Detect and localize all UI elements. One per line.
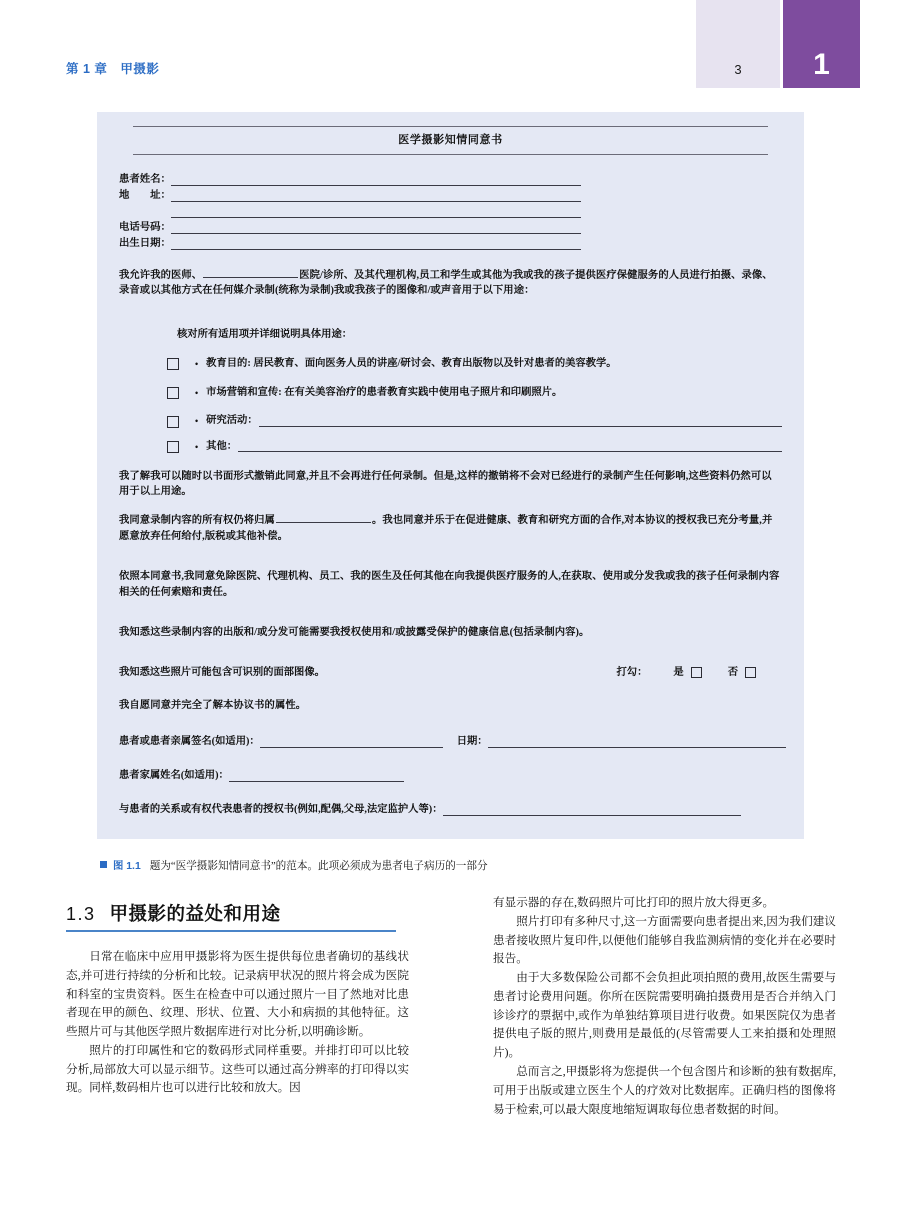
field-address-line2 [119, 203, 782, 218]
date-blank-line[interactable] [488, 736, 786, 748]
checklist-item-label: 其他： [206, 440, 238, 452]
paragraph-ownership-part2: 。我也同意并乐于在促进健康、教育和研究方面的合作,对本协议的授权我已充分考量,并愿意放弃任何给付,版税或其他补偿。 [119, 515, 773, 542]
paragraph: 日常在临床中应用甲摄影将为医生提供每位患者确切的基线状态,并可进行持续的分析和比较。记录病甲状况的照片将会成为医院和科室的宝贵资料。医生在检查中可以通过照片一目了然地对比患者现在甲的颜色、纹理、形状、位置、大小和病损的其他特征。这些照片可与其他医学照片数据库进行对比分析,以明确诊断。 [66, 950, 409, 1039]
figure-caption-text: 题为“医学摄影知情同意书”的范本。此项必须成为患者电子病历的一部分 [149, 861, 488, 872]
institution-blank[interactable] [203, 268, 298, 278]
paragraph: 由于大多数保险公司都不会负担此项拍照的费用,故医生需要与患者讨论费用问题。你所在医院需要明确拍摄费用是否合并纳入门诊诊疗的票据中,或作为单独结算项目进行收费。如果医院仅为患者提供电子版的照片,则费用是最低的(尽管需要人工来拍摄和处理照片)。 [493, 971, 836, 1060]
paragraph: 有显示器的存在,数码照片可比打印的照片放大得更多。 [493, 896, 775, 909]
checklist-item-label: 教育目的: 居民教育、面向医务人员的讲座/研讨会、教育出版物以及针对患者的美容教学。 [206, 358, 617, 370]
signature-row-relationship [119, 804, 782, 816]
signature-label: 患者或患者亲属签名(如适用)： [119, 736, 260, 748]
tick-option-no[interactable] [728, 666, 756, 681]
chapter-number: 1 [813, 48, 830, 81]
paragraph-withdraw: 我了解我可以随时以书面形式撤销此同意,并且不会再进行任何录制。但是,这样的撤销将不会对已经进行的录制产生任何影响,这些资料仍然可以用于以上用途。 [119, 470, 772, 497]
signature-blank-line[interactable] [260, 736, 443, 748]
bullet-icon: • [195, 416, 199, 427]
section-number: 1.3 [66, 904, 96, 924]
paragraph-release: 依照本同意书,我同意免除医院、代理机构、员工、我的医生及任何其他在向我提供医疗服务的人,在获取、使用或分发我或我的孩子任何录制内容相关的任何索赔和责任。 [119, 571, 780, 598]
signature-label: 患者家属姓名(如适用)： [119, 770, 229, 782]
signature-row-patient [119, 736, 782, 748]
checklist-item-research[interactable] [119, 414, 782, 429]
bullet-icon: • [195, 441, 199, 452]
paragraph: 照片打印有多种尺寸,这一方面需要向患者提出来,因为我们建议患者接收照片复印件,以便他们能够自我监测病情的变化并在必要时报告。 [493, 914, 836, 966]
intro-paragraph [119, 268, 782, 299]
paragraph: 总而言之,甲摄影将为您提供一个包含图片和诊断的独有数据库,可用于出版或建立医生个人的疗效对比数据库。正确归档的图像将易于检索,可以最大限度地缩短调取每位患者数据的时间。 [493, 1065, 836, 1116]
field-label: 电话号码： [119, 222, 171, 234]
checkbox-icon[interactable] [167, 441, 179, 453]
field-label: 地 址： [119, 190, 171, 202]
checklist-item-label: 市场营销和宣传: 在有关美容治疗的患者教育实践中使用电子照片和印刷照片。 [206, 386, 563, 398]
form-title-block [133, 126, 768, 155]
section-heading [66, 900, 396, 932]
field-blank-line[interactable] [171, 206, 581, 218]
field-address [119, 187, 782, 202]
date-label: 日期： [456, 736, 488, 748]
field-phone [119, 219, 782, 234]
checklist-item-blank-line[interactable] [238, 442, 782, 452]
paragraph-phi: 我知悉这些录制内容的出版和/或分发可能需要我授权使用和/或披露受保护的健康信息(包括录制内容)。 [119, 627, 590, 639]
paragraph-ownership [119, 513, 782, 544]
tick-option-yes-label: 是 [673, 666, 684, 678]
paragraph-face: 我知悉这些照片可能包含可识别的面部图像。 [119, 666, 325, 678]
checkbox-icon[interactable] [167, 387, 179, 399]
checkbox-icon[interactable] [167, 358, 179, 370]
running-head: 第 1 章 甲摄影 [66, 62, 160, 76]
signature-label: 与患者的关系或有权代表患者的授权书(例如,配偶,父母,法定监护人等)： [119, 804, 443, 816]
consent-form-figure [97, 112, 804, 839]
tick-option-yes[interactable] [673, 666, 701, 681]
intro-paragraph-part1: 我允许我的医师、 [119, 269, 203, 281]
page-number-tab [696, 0, 780, 88]
paragraph-voluntary: 我自愿同意并完全了解本协议书的属性。 [119, 700, 307, 712]
tick-label: 打勾： [616, 666, 648, 678]
field-blank-line[interactable] [171, 238, 581, 250]
bullet-icon: • [195, 358, 199, 369]
section-heading-rule [66, 930, 396, 932]
checkbox-icon[interactable] [745, 667, 756, 678]
tick-option-no-label: 否 [727, 666, 738, 678]
field-blank-line[interactable] [171, 222, 581, 234]
face-image-tick-row [119, 666, 782, 681]
figure-caption [100, 857, 488, 873]
checklist-item-marketing[interactable] [119, 386, 782, 401]
signature-row-family-name [119, 770, 782, 782]
checklist-item-education[interactable] [119, 357, 782, 372]
checklist-item-other[interactable] [119, 440, 782, 455]
figure-number: 图 1.1 [113, 861, 141, 872]
page-number: 3 [734, 62, 742, 77]
paragraph-ownership-part1: 我同意录制内容的所有权仍将归属 [119, 515, 275, 527]
intro-paragraph-part2: 医院/诊所、及其代理机构,员工和学生或其他为我或我的孩子提供医疗保健服务的人员进行拍摄、录像、录音或以其他方式在任何媒介录制(统称为录制)我或我孩子的图像和/或声音用于以下用途： [119, 269, 773, 297]
field-label: 出生日期： [119, 238, 171, 250]
ownership-blank[interactable] [276, 513, 371, 523]
field-blank-line[interactable] [171, 190, 581, 202]
section-title: 甲摄影的益处和用途 [109, 905, 281, 925]
field-patient-name [119, 171, 782, 186]
signature-blank-line[interactable] [229, 770, 404, 782]
field-birthdate [119, 235, 782, 250]
paragraph: 照片的打印属性和它的数码形式同样重要。并排打印可以比较分析,局部放大可以显示细节。这些可以通过高分辨率的打印得以实现。同样,数码相片也可以进行比较和放大。因 [66, 1043, 409, 1095]
body-column-left [66, 948, 409, 1098]
form-title-rule-bottom [133, 154, 768, 155]
body-column-right [493, 894, 836, 1119]
checklist-item-label: 研究活动： [206, 415, 258, 427]
bullet-icon: • [195, 387, 199, 398]
checklist-heading: 核对所有适用项并详细说明具体用途： [177, 329, 353, 341]
checklist-item-blank-line[interactable] [259, 417, 782, 427]
field-label: 患者姓名： [119, 174, 171, 186]
chapter-number-tab [783, 0, 860, 88]
section-heading-inner [66, 900, 396, 930]
form-fields [119, 171, 782, 250]
checkbox-icon[interactable] [691, 667, 702, 678]
signature-blank-line[interactable] [443, 804, 741, 816]
checkbox-icon[interactable] [167, 416, 179, 428]
square-marker-icon [100, 861, 107, 868]
field-blank-line[interactable] [171, 174, 581, 186]
form-title: 医学摄影知情同意书 [398, 134, 503, 146]
